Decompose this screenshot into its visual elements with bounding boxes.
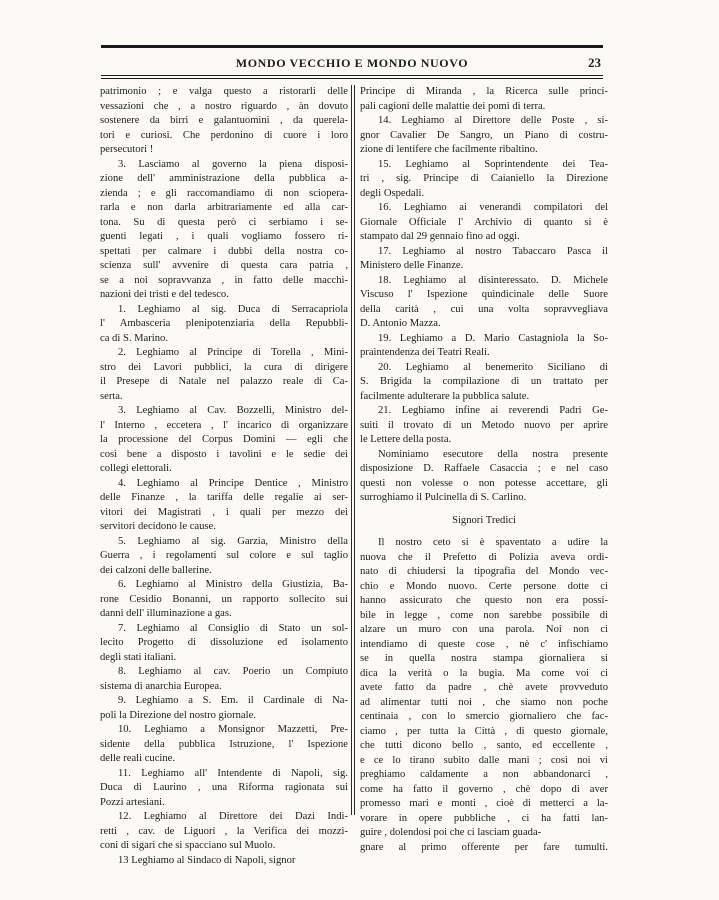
text-line: dica la verità o la bugia. Ma come voi ci <box>360 667 608 679</box>
text-line: praintendenza dei Teatri Reali. <box>360 347 490 358</box>
text-line: guenti legati , i quali vogliamo fossero ri- <box>100 231 348 242</box>
text-line: che tutti dicono bello , santo, ed eccellente , <box>360 740 608 751</box>
text-line: Viscuso l' Ispezione quindicinale delle Suore <box>360 289 608 300</box>
text-line: sostenere da birri e galantuomini , da querela- <box>100 115 348 126</box>
text-line: centinaia , con lo smercio giornaliero che fac- <box>360 711 608 722</box>
page-header <box>101 51 603 75</box>
text-line: 2. Leghiamo al Principe di Torella , Mini- <box>118 347 348 358</box>
text-line: 14. Leghiamo al Direttore delle Poste , si- <box>378 115 608 126</box>
text-line: retti , cav. de Liguori , la Verifica dei mozzi- <box>100 825 348 837</box>
text-line: suiti il trovato di un Metodo nuovo per aprire <box>360 419 608 431</box>
right-column <box>360 85 608 853</box>
running-title: MONDO VECCHIO E MONDO NUOVO <box>235 56 469 70</box>
text-line: tri , sig. Principe di Caianiello la Direzione <box>360 173 608 184</box>
text-line: spettati per calmare i dubbi della nostra co- <box>100 245 348 257</box>
text-line: vorare in opere pubbliche , ci ha fatti lan- <box>360 812 608 824</box>
text-line: collegi elettorali. <box>100 463 172 474</box>
text-line: delle reali cucine. <box>100 753 175 764</box>
text-line: Il nostro ceto si è spaventato a udire la <box>378 537 608 548</box>
text-line: così bene a disposto i tavolini e le sedie dei <box>100 448 348 460</box>
text-line: e ce lo tirano subito dalle mani ; così noi vi <box>360 754 608 766</box>
text-line: 16. Leghiamo ai venerandi compilatori del <box>378 202 608 213</box>
text-line: scienza sull' avvenire di questa cara patria , <box>100 260 348 271</box>
text-line: 17. Leghiamo al nostro Tabaccaro Pasca il <box>378 245 608 257</box>
text-line: vitori dei Magistrati , i quali per mezzo dei <box>100 506 348 518</box>
text-line: ad alimentar tutti noi , che siamo non poche <box>360 696 608 708</box>
text-line: zienda ; e gli raccomandiamo di non sciopera- <box>100 187 348 199</box>
text-line: l' Ambasceria plenipotenziaria della Repubbli- <box>100 318 348 329</box>
text-line: persecutori ! <box>100 144 154 155</box>
text-line: ciamo , per tutta la Città , di questo giornale, <box>360 725 608 737</box>
text-line: 6. Leghiamo al Ministro della Giustizia, Ba- <box>118 579 348 590</box>
text-line: questi non volesse o non potesse accettare, gli <box>360 477 608 489</box>
text-line: servitori decidono le cause. <box>100 521 216 532</box>
text-line: Signori Tredici <box>452 514 516 526</box>
text-line: nato di chiudersi la tipografia del Mondo vec- <box>360 566 608 577</box>
text-line: Nominiamo esecutore della nostra presente <box>378 448 608 460</box>
text-line: D. Antonio Mazza. <box>360 318 441 329</box>
text-line: degli stati italiani. <box>100 651 177 663</box>
text-line: Principe di Miranda , la Ricerca sulle princi- <box>360 86 608 97</box>
text-line: intendiamo di queste cose , nè c' infischiamo <box>360 638 608 650</box>
text-line: promesso mari e monti , cioè di metterci a la- <box>360 798 608 809</box>
text-line: la processione del Corpus Domini — egli che <box>100 434 348 445</box>
text-line: Ministero delle Finanze. <box>360 260 464 271</box>
text-line: rone Cesidio Bonanni, un rapporto sollecito sui <box>100 593 348 605</box>
text-line: patrimonio ; e valga questo a ristorarli delle <box>100 86 348 97</box>
text-line: 11. Leghiamo all' Intendente di Napoli, sig. <box>118 767 348 779</box>
text-line: 8. Leghiamo al cav. Poerio un Compiuto <box>118 666 348 677</box>
text-line: gnor Cavalier De Sangro, un Piano di costru- <box>360 129 608 141</box>
text-line: S. Brigida la compilazione di un trattato per <box>360 376 608 387</box>
text-line: il Presepe di Natale nel palazzo reale di Ca- <box>100 376 348 387</box>
text-line: pali cagioni delle malattie dei pomi di terra. <box>360 100 546 112</box>
text-line: come ha fatto il governo , chè dopo di aver <box>360 783 608 795</box>
text-line: Giornale Officiale l' Archivio di quanto si è <box>360 216 608 228</box>
text-line: serta. <box>100 390 123 402</box>
text-line: 1. Leghiamo al sig. Duca di Serracapriola <box>118 303 348 315</box>
text-line: gnare al primo offerente per fare tumulti. <box>360 841 608 853</box>
text-line: bile in legge , come non sarebbe possibile di <box>360 609 608 621</box>
header-rule-secondary <box>101 78 603 79</box>
text-line: 21. Leghiamo infine ai reverendi Padri Ge- <box>378 405 608 416</box>
text-line: 13 Leghiamo al Sindaco di Napoli, signor <box>118 854 296 866</box>
top-rule <box>101 45 603 48</box>
text-line: chio e Mondo nuovo. Certe persone dotte ci <box>360 580 608 592</box>
text-line: 9. Leghiamo a S. Em. il Cardinale di Na- <box>118 695 348 706</box>
text-line: se in quella nostra stampa giornaliera si <box>360 653 608 664</box>
text-line: 19. Leghiamo a D. Mario Castagniola la So- <box>378 332 608 344</box>
text-line: surroghiamo il Pulcinella di S. Carlino. <box>360 492 527 503</box>
text-line: guire , dolendosi poi che ci lasciam guada- <box>360 827 542 838</box>
text-line: 20. Leghiamo al benemerito Siciliano di <box>378 361 608 373</box>
text-line: lecito Progetto di dissoluzione ed isolamento <box>100 637 348 648</box>
text-line: disposizione D. Raffaele Casaccia ; e nel caso <box>360 463 608 474</box>
text-line: 10. Leghiamo a Monsignor Mazzetti, Pre- <box>118 724 348 735</box>
text-line: sistema di anarchia Europea. <box>100 680 222 692</box>
text-line: vessazioni che , a nostro riguardo , àn dovuto <box>100 100 348 112</box>
text-line: avete fatto da padre , chè avete provveduto <box>360 682 608 693</box>
text-line: 15. Leghiamo al Soprintendente dei Tea- <box>378 158 608 170</box>
header-rule <box>101 75 603 76</box>
text-line: 3. Lasciamo al governo la piena disposi- <box>118 158 348 170</box>
text-line: tori e curiosi. Che perdonino di cuore i loro <box>100 129 348 141</box>
text-line: 3. Leghiamo al Cav. Bozzelli, Ministro del- <box>118 405 348 416</box>
text-line: stampato dal 29 gennaio fino ad oggi. <box>360 231 520 242</box>
text-line: Pozzi artesiani. <box>100 796 165 808</box>
text-line: stro dei Lavori pubblici, la cura di dirigere <box>100 361 348 373</box>
page-number: 23 <box>588 55 601 70</box>
text-line: le Lettere della posta. <box>360 434 452 445</box>
text-line: rarla e non darla arbitrariamente ed alla car- <box>100 202 348 213</box>
text-line: sidente della pubblica Istruzione, l' Ispezione <box>100 738 348 750</box>
left-column <box>100 85 348 866</box>
text-line: poli la Direzione del nostro giornale. <box>100 709 256 721</box>
text-line: 12. Leghiamo al Direttore dei Dazi Indi- <box>118 811 348 822</box>
text-line: 4. Leghiamo al Principe Dentice , Ministro <box>118 477 348 489</box>
text-line: 7. Leghiamo al Consiglio di Stato un sol- <box>118 622 348 634</box>
text-line: delle Finanze , la tariffa delle regalie ai ser- <box>100 492 348 503</box>
text-line: 5. Leghiamo al sig. Garzia, Ministro della <box>118 535 348 547</box>
text-line: Duca di Laurino , una Riforma ragionata sui <box>100 782 348 793</box>
text-line: nuova che il Prefetto di Polizia aveva ordi- <box>360 551 608 563</box>
text-line: tona. Su di questa però ci serbiamo i se- <box>100 216 348 228</box>
text-line: se a noi sopravvanza , in fatto delle macchi- <box>100 274 348 286</box>
text-line: l' Interno , eccetera , l' incarico di organizzare <box>100 419 348 431</box>
text-line: zione dell' amministrazione della pubblica a- <box>100 173 348 184</box>
text-line: 18. Leghiamo al disinteressato. D. Michele <box>378 274 608 286</box>
text-line: ca di S. Marino. <box>100 332 168 344</box>
text-line: danni dell' illuminazione a gas. <box>100 608 232 619</box>
text-line: coni di sigari che si spacciano sul Muolo. <box>100 840 276 851</box>
text-line: dei calzoni delle ballerine. <box>100 564 212 576</box>
text-line: della carità , cui una volta sopravvegliava <box>360 303 608 315</box>
text-line: preghiamo caldamente a non abbandonarci , <box>360 769 608 780</box>
column-divider-secondary <box>354 85 355 815</box>
text-line: Guerra , i regolamenti sul colore e sul taglio <box>100 550 348 561</box>
column-divider <box>351 85 352 815</box>
text-line: nazioni dei tristi e del tedesco. <box>100 289 229 300</box>
text-line: facilmente adulterare la pubblica salute. <box>360 390 530 402</box>
text-line: hanno assicurato che questo non era possi- <box>360 595 608 606</box>
text-line: zione di lentifere che facilmente ribaltino. <box>360 144 538 155</box>
text-line: alzare un muro con una parola. Noi non ci <box>360 624 608 635</box>
text-line: degli Ospedali. <box>360 187 425 199</box>
